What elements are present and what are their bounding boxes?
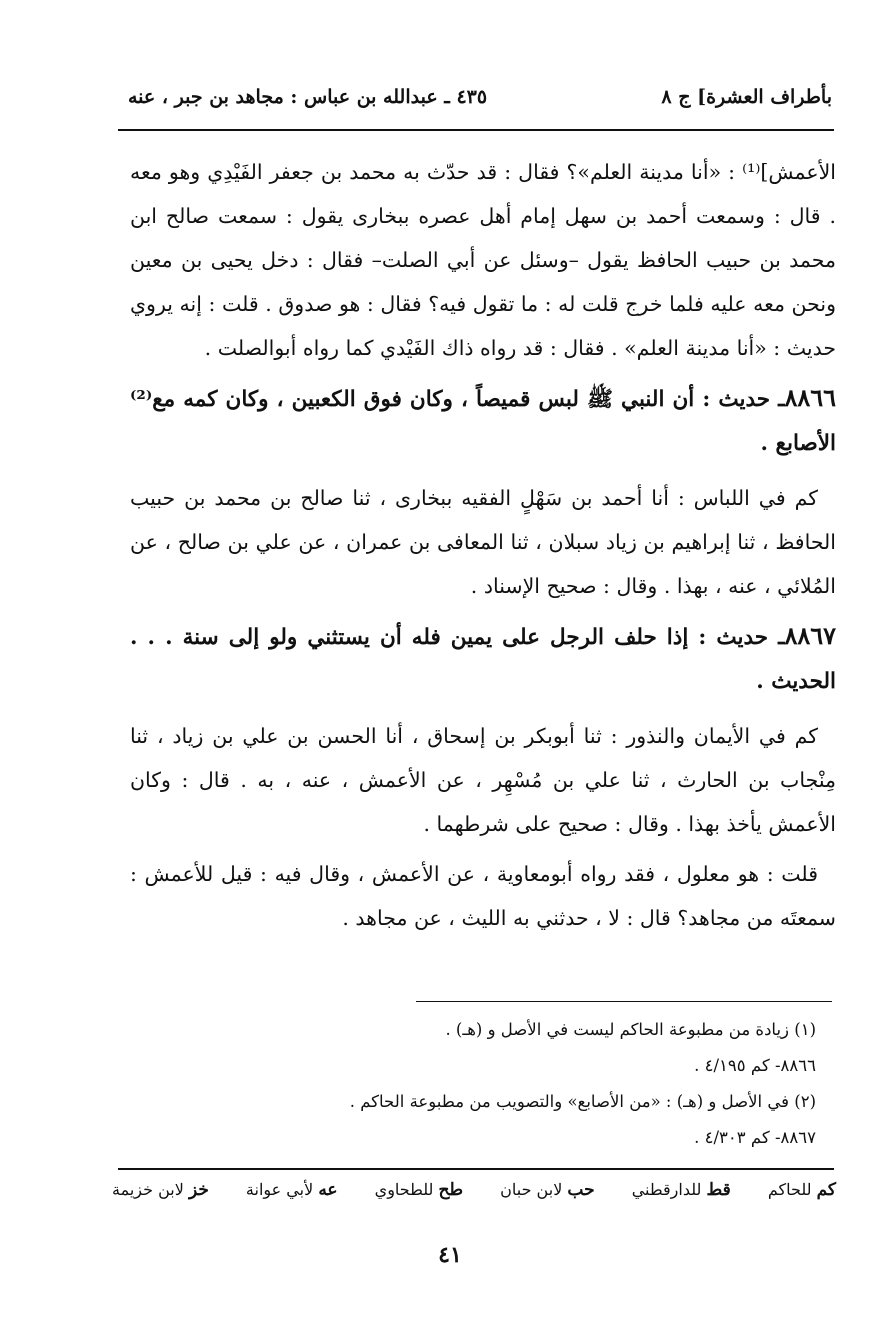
hadith-text: ـ حديث : أن النبي ﷺ لبس قميصاً ، وكان فوق الكعبين ، وكان كمه مع⁽²⁾ الأصابع .: [130, 387, 836, 456]
header-volume: بأطراف العشرة] ج ٨: [661, 86, 832, 108]
main-text: [130, 150, 836, 946]
paragraph-isnad-8867: كم في الأيمان والنذور : ثنا أبوبكر بن إسحاق ، أنا الحسن بن علي بن زياد ، ثنا مِنْجاب بن الحارث ، ثنا علي بن مُسْهِر ، عن الأعمش ، عنه ، به . قال : وكان الأعمش يأخذ بهذا . وقال : صحيح على شرطهما .: [130, 724, 836, 836]
abbrev-item: كم للحاكم: [767, 1180, 836, 1200]
running-header: [128, 82, 832, 122]
bottom-divider: [118, 1168, 834, 1170]
page-number: ٤١: [438, 1242, 462, 1268]
footnote-2: (٢) في الأصل و (هـ) : «من الأصابع» والتصويب من مطبوعة الحاكم .: [349, 1092, 816, 1111]
header-chapter: ٤٣٥ ـ عبدالله بن عباس : مجاهد بن جبر ، عنه: [128, 86, 488, 108]
paragraph-continuation: الأعمش]⁽¹⁾ : «أنا مدينة العلم»؟ فقال : قد حدّث به محمد بن جعفر الفَيْدِي وهو معه . قال : وسمعت أحمد بن سهل إمام أهل عصره ببخارى يقول : سمعت صالح ابن محمد بن حبيب الحافظ يقول –وسئل عن أبي الصلت– فقال : دخل يحيى بن معين ونحن معه عليه فلما خرج قلت له : ما تقول فيه؟ فقال : هو صدوق . قلت : إنه يروي حديث : «أنا مدينة العلم» . فقال : قد رواه ذاك الفَيْدي كما رواه أبوالصلت .: [130, 160, 836, 360]
footnote-ref-8866: ٨٨٦٦- كم ٤/١٩٥ .: [694, 1056, 816, 1075]
abbrev-item: خز لابن خزيمة: [112, 1180, 209, 1200]
abbrev-item: طح للطحاوي: [374, 1180, 464, 1200]
abbrev-item: قط للدارقطني: [631, 1180, 731, 1200]
footnotes: [260, 1012, 816, 1156]
hadith-number: ٨٨٦٦: [784, 383, 836, 412]
header-divider: [118, 129, 834, 131]
paragraph-isnad-8866: كم في اللباس : أنا أحمد بن سَهْلٍ الفقيه ببخارى ، ثنا صالح بن محمد بن حبيب الحافظ ، ثنا إبراهيم بن زياد سبلان ، ثنا المعافى بن عمران ، عن علي بن صالح ، عن المُلائي ، عنه ، بهذا . وقال : صحيح الإسناد .: [130, 486, 836, 598]
paragraph-comment: قلت : هو معلول ، فقد رواه أبومعاوية ، عن الأعمش ، وقال فيه : قيل للأعمش : سمعتَه من مجاهد؟ قال : لا ، حدثني به الليث ، عن مجاهد .: [130, 862, 836, 930]
abbrev-item: عه لأبي عوانة: [245, 1180, 338, 1200]
footnote-ref-8867: ٨٨٦٧- كم ٤/٣٠٣ .: [694, 1128, 816, 1147]
hadith-8867: [130, 614, 836, 704]
abbrev-item: حب لابن حبان: [500, 1180, 595, 1200]
footnote-divider: [416, 1001, 832, 1002]
abbreviation-key: [112, 1180, 836, 1220]
hadith-number: ٨٨٦٧: [784, 621, 836, 650]
hadith-text: ـ حديث : إذا حلف الرجل على يمين فله أن يستثني ولو إلى سنة . . . الحديث .: [130, 625, 836, 694]
hadith-8866: [130, 376, 836, 466]
footnote-1: (١) زيادة من مطبوعة الحاكم ليست في الأصل و (هـ) .: [445, 1020, 816, 1039]
